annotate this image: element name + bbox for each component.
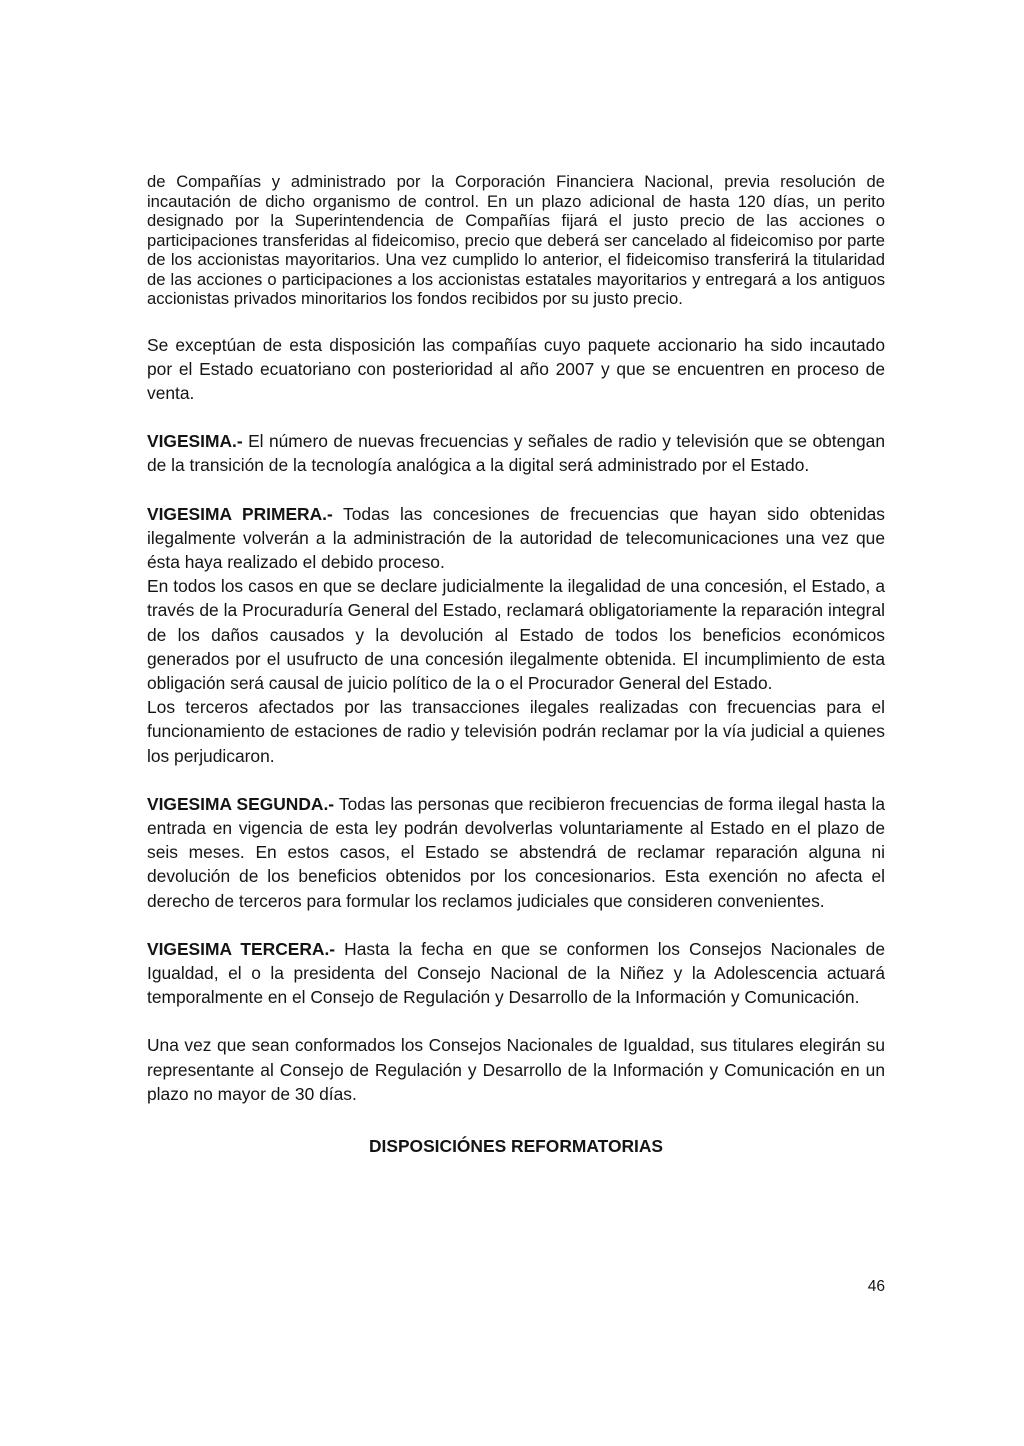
paragraph-text: Se exceptúan de esta disposición las compañías cuyo paquete accionario ha sido incautado por el Estado ecuatoriano con posterioridad al año 2007 y que se encuentren en proceso de venta. — [147, 334, 885, 403]
article-heading: VIGESIMA TERCERA.- — [147, 938, 336, 959]
paragraph-text: Todas las concesiones de frecuencias que hayan sido obtenidas ilegalmente volverán a la administración de la autoridad de telecomunicaciones una vez que ésta haya realizado el debido proceso. — [147, 503, 885, 572]
section-heading: DISPOSICIÓNES REFORMATORIAS — [368, 1135, 664, 1156]
paragraph-excepcion — [147, 333, 885, 406]
paragraph-vigesima-segunda — [147, 792, 885, 913]
article-heading: VIGESIMA.- — [147, 431, 243, 452]
paragraph-text: El número de nuevas frecuencias y señales de radio y televisión que se obtengan de la transición de la tecnología analógica a la digital será administrado por el Estado. — [147, 431, 885, 476]
paragraph-text: En todos los casos en que se declare judicialmente la ilegalidad de una concesión, el Estado, a través de la Procuraduría General del Estado, reclamará obligatoriamente la reparación integral de los daños causados y la devolución al Estado de todos los beneficios económicos generados por el usufructo de una concesión ilegalmente obtenida. El incumplimiento de esta obligación será causal de juicio político de la o el Procurador General del Estado. — [147, 576, 885, 693]
paragraph-text: Hasta la fecha en que se conformen los Consejos Nacionales de Igualdad, el o la presidenta del Consejo Nacional de la Niñez y la Adolescencia actuará temporalmente en el Consejo de Regulación y Desarrollo de la Información y Comunicación. — [147, 938, 885, 1008]
paragraph-text: Los terceros afectados por las transacciones ilegales realizadas con frecuencias para el funcionamiento de estaciones de radio y televisión podrán reclamar por la vía judicial a quienes los perjudicaron. — [147, 697, 885, 766]
article-heading: VIGESIMA PRIMERA.- — [147, 503, 333, 524]
paragraph-ilegalidad — [147, 574, 885, 695]
paragraph-text: de Compañías y administrado por la Corporación Financiera Nacional, previa resolución de incautación de dicho organismo de control. En un plazo adicional de hasta 120 días, un perito designado por la Superintendencia de Compañías fijará el justo precio de las acciones o participaciones transferidas al fideicomiso, precio que deberá ser cancelado al fideicomiso por parte de los accionistas mayoritarios. Una vez cumplido lo anterior, el fideicomiso transferirá la titularidad de las acciones o participaciones a los accionistas estatales mayoritarios y entregará a los antiguos accionistas privados minoritarios los fondos recibidos por su justo precio. — [147, 172, 885, 308]
page-number: 46 — [867, 1278, 885, 1295]
article-heading: VIGESIMA SEGUNDA.- — [147, 793, 335, 814]
document-body — [147, 172, 885, 1158]
paragraph-text: Todas las personas que recibieron frecuencias de forma ilegal hasta la entrada en vigencia de esta ley podrán devolverlas voluntariamente al Estado en el plazo de seis meses. En estos casos, el Estado se abstendrá de reclamar reparación alguna ni devolución de los beneficios obtenidos por los concesionarios. Esta exención no afecta el derecho de terceros para formular los reclamos judiciales que consideren convenientes. — [147, 793, 885, 911]
paragraph-fideicomiso — [147, 172, 885, 309]
paragraph-vigesima — [147, 429, 885, 477]
paragraph-vigesima-primera — [147, 502, 885, 575]
paragraph-text: Una vez que sean conformados los Consejos Nacionales de Igualdad, sus titulares elegirán su representante al Consejo de Regulación y Desarrollo de la Información y Comunicación en un plazo no mayor de 30 días. — [147, 1035, 885, 1104]
paragraph-terceros — [147, 695, 885, 768]
paragraph-consejos — [147, 1033, 885, 1106]
paragraph-vigesima-tercera — [147, 937, 885, 1010]
